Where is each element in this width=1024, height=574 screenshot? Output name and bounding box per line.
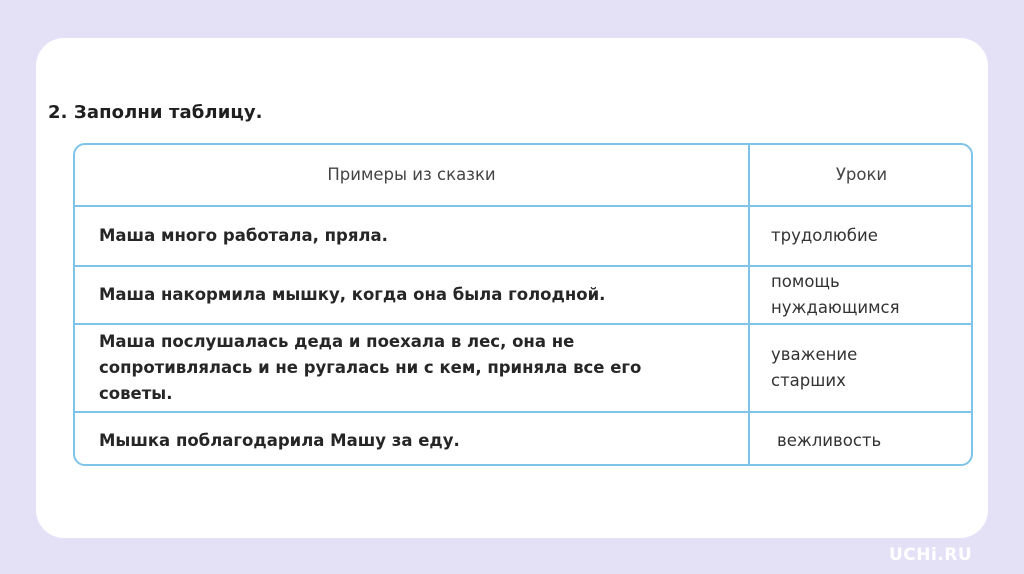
lesson-cell: помощь нуждающимся	[771, 272, 900, 317]
example-cell: Мышка поблагодарила Машу за еду.	[99, 430, 460, 450]
header-examples: Примеры из сказки	[327, 165, 496, 184]
table-row	[75, 411, 971, 466]
lesson-cell: вежливость	[777, 430, 882, 450]
example-cell: Маша послушалась деда и поехала в лес, она не сопротивлялась и не ругалась ни с кем, приняла все его советы.	[99, 332, 642, 403]
table-header-row	[75, 145, 971, 205]
lesson-cell: трудолюбие	[771, 226, 878, 245]
lessons-table	[73, 143, 973, 466]
header-lessons: Уроки	[835, 165, 888, 184]
table-row	[75, 265, 971, 323]
table-row	[75, 205, 971, 265]
uchi-watermark-logo: UCHi.RU	[889, 545, 973, 565]
table-row	[75, 323, 971, 411]
example-cell: Маша много работала, пряла.	[99, 226, 388, 245]
example-cell: Маша накормила мышку, когда она была голодной.	[99, 285, 606, 304]
task-title: 2. Заполни таблицу.	[48, 102, 263, 123]
lesson-cell: уважение старших	[771, 345, 858, 390]
